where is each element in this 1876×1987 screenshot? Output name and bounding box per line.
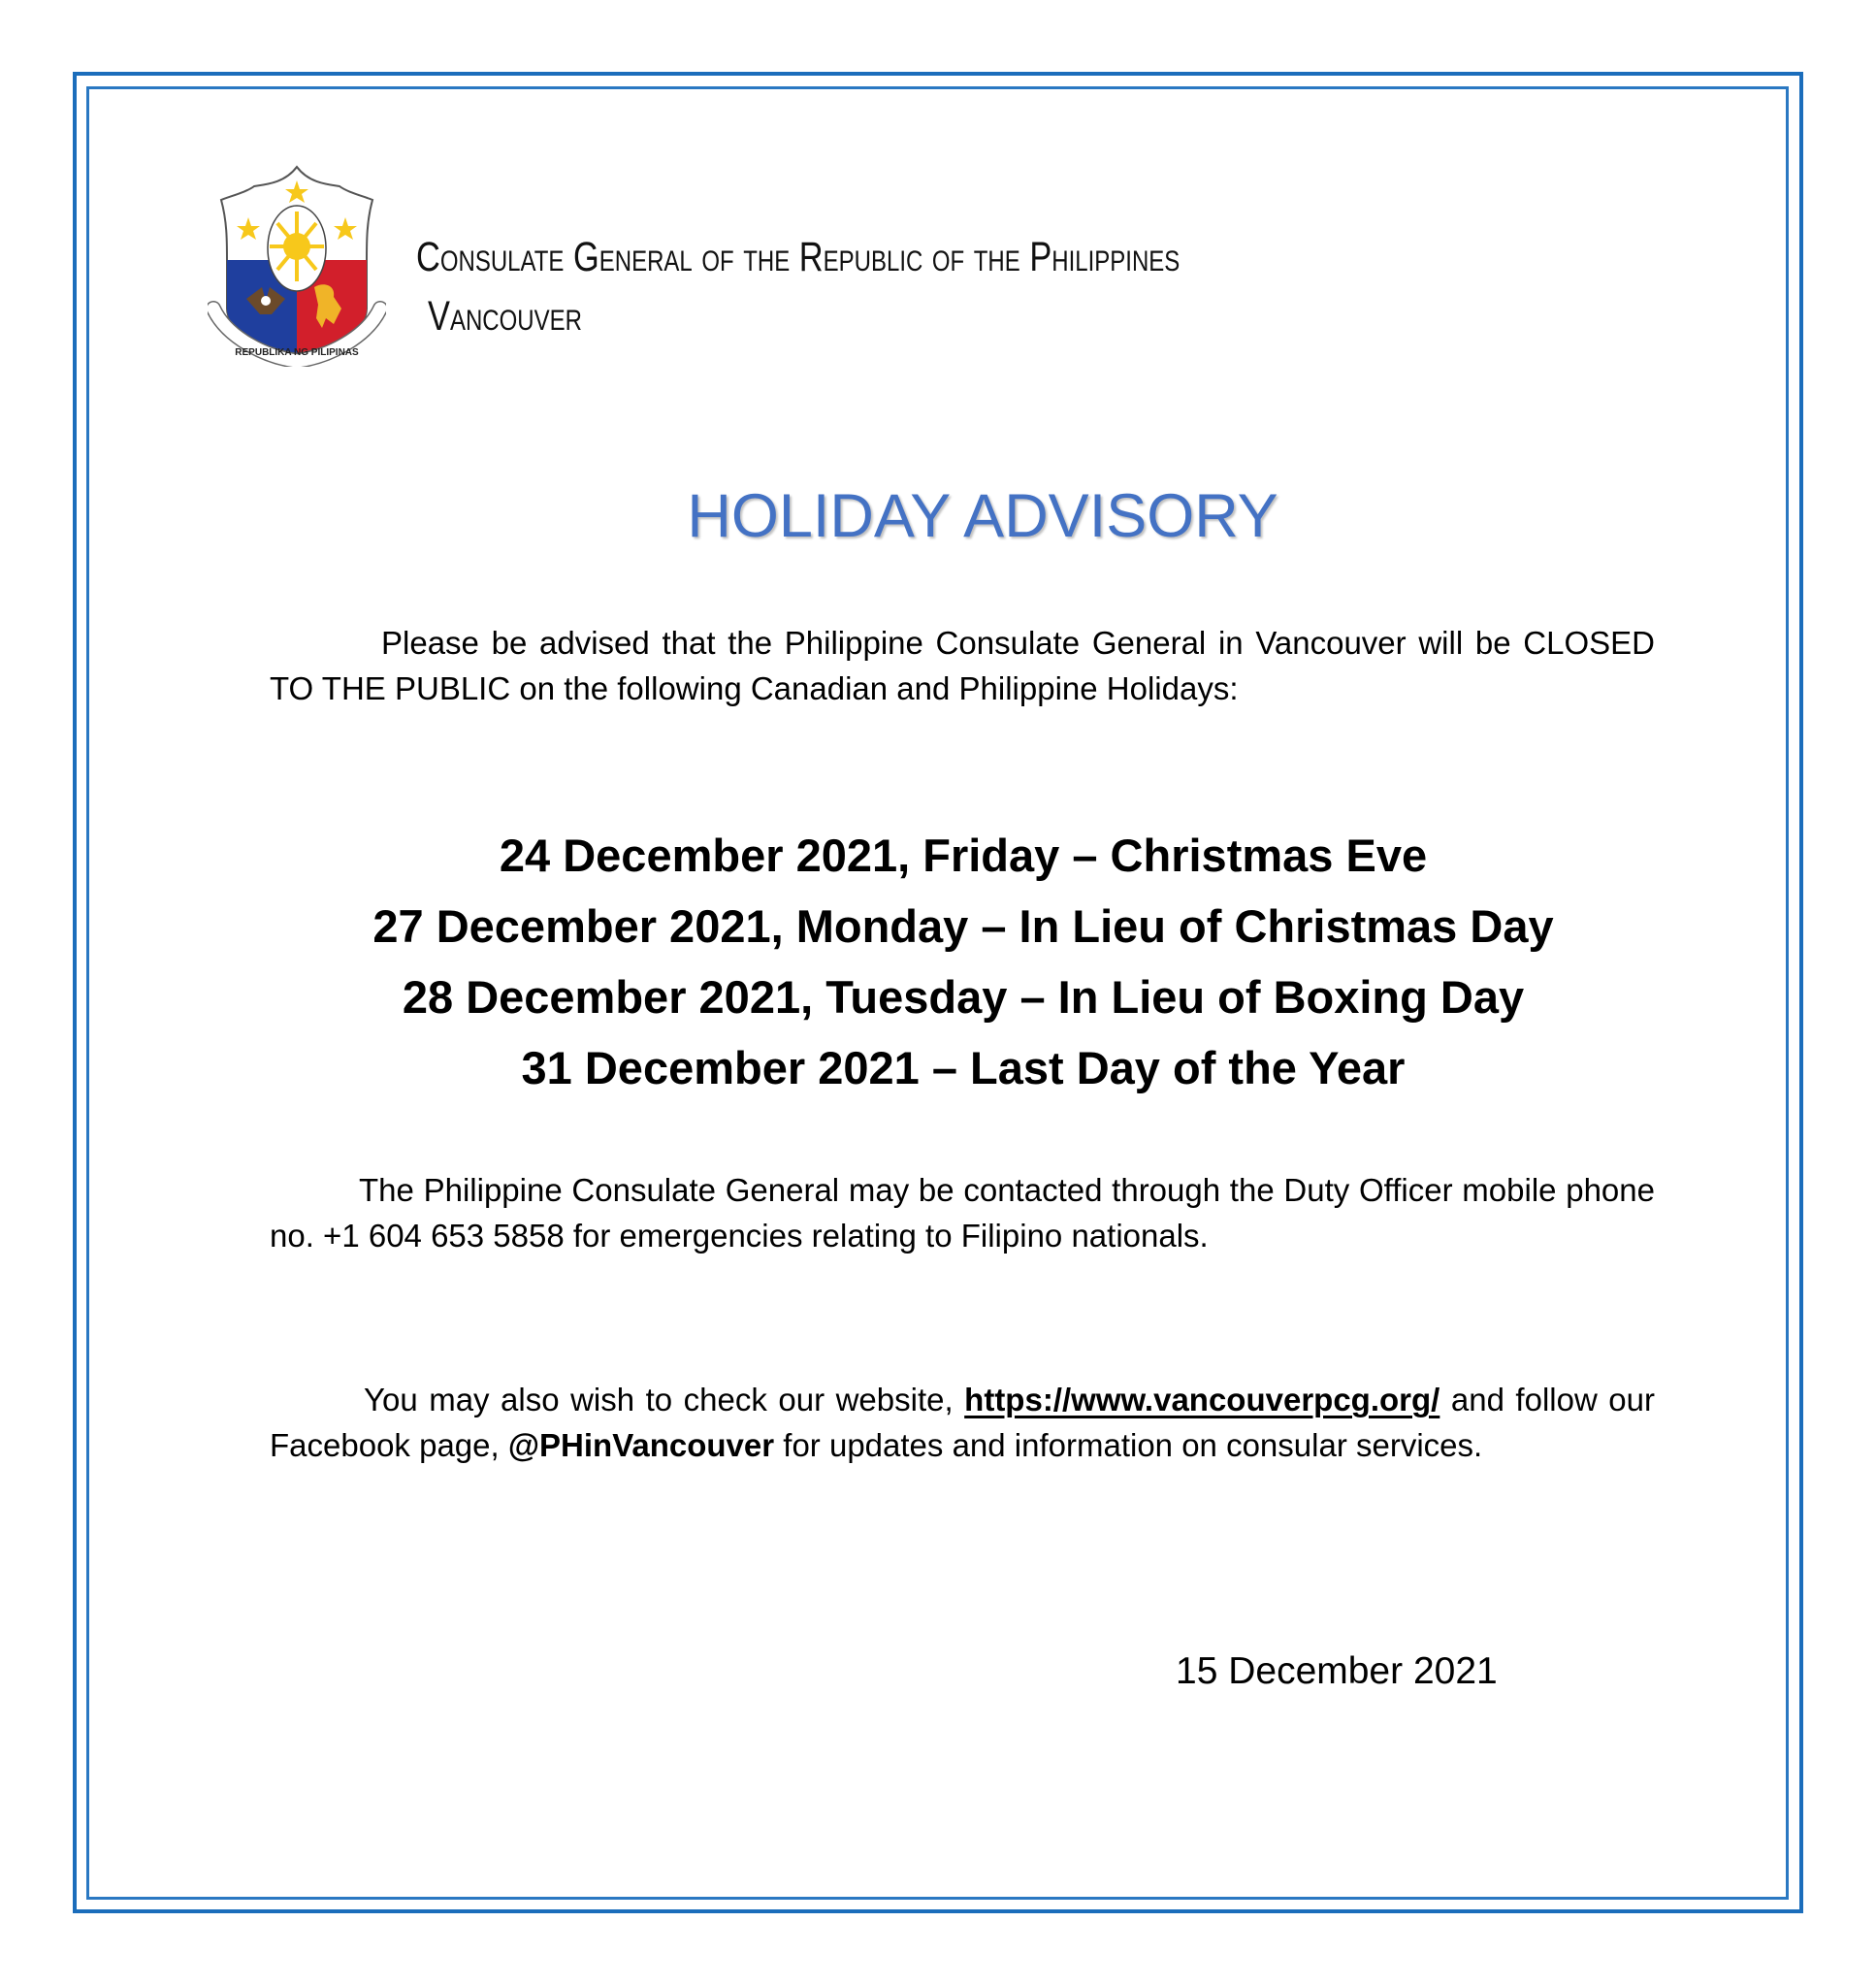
website-middle: and follow our Facebook page,	[270, 1382, 1656, 1463]
intro-paragraph: Please be advised that the Philippine Consulate General in Vancouver will be CLOSED TO THE PUBLIC on the following Canadian and Philippine Holidays:	[270, 625, 1655, 706]
consulate-name: Consulate General of the Republic of the Philippines	[416, 234, 1181, 280]
svg-text:REPUBLIKA NG PILIPINAS: REPUBLIKA NG PILIPINAS	[235, 347, 359, 358]
holiday-list	[194, 820, 1732, 1103]
advisory-date: 15 December 2021	[1176, 1650, 1498, 1692]
philippine-coat-of-arms-icon	[208, 163, 386, 367]
holiday-item: 27 December 2021, Monday – In Lieu of Christmas Day	[372, 900, 1554, 952]
facebook-handle-link[interactable]: @PHinVancouver	[507, 1427, 775, 1463]
contact-paragraph: The Philippine Consulate General may be contacted through the Duty Officer mobile phone no. +1 604 653 5858 for emergencies relating to Filipino nationals.	[270, 1172, 1655, 1254]
page-title: HOLIDAY ADVISORY	[687, 482, 1278, 550]
website-prefix: You may also wish to check our website,	[364, 1382, 954, 1417]
website-paragraph	[270, 1377, 1655, 1468]
consulate-city: Vancouver	[428, 293, 582, 340]
holiday-item: 24 December 2021, Friday – Christmas Eve	[499, 830, 1428, 881]
holiday-item: 31 December 2021 – Last Day of the Year	[521, 1042, 1406, 1093]
website-suffix: for updates and information on consular services.	[783, 1427, 1483, 1463]
website-link[interactable]: https://www.vancouverpcg.org/	[964, 1382, 1440, 1417]
holiday-item: 28 December 2021, Tuesday – In Lieu of Boxing Day	[402, 971, 1525, 1023]
